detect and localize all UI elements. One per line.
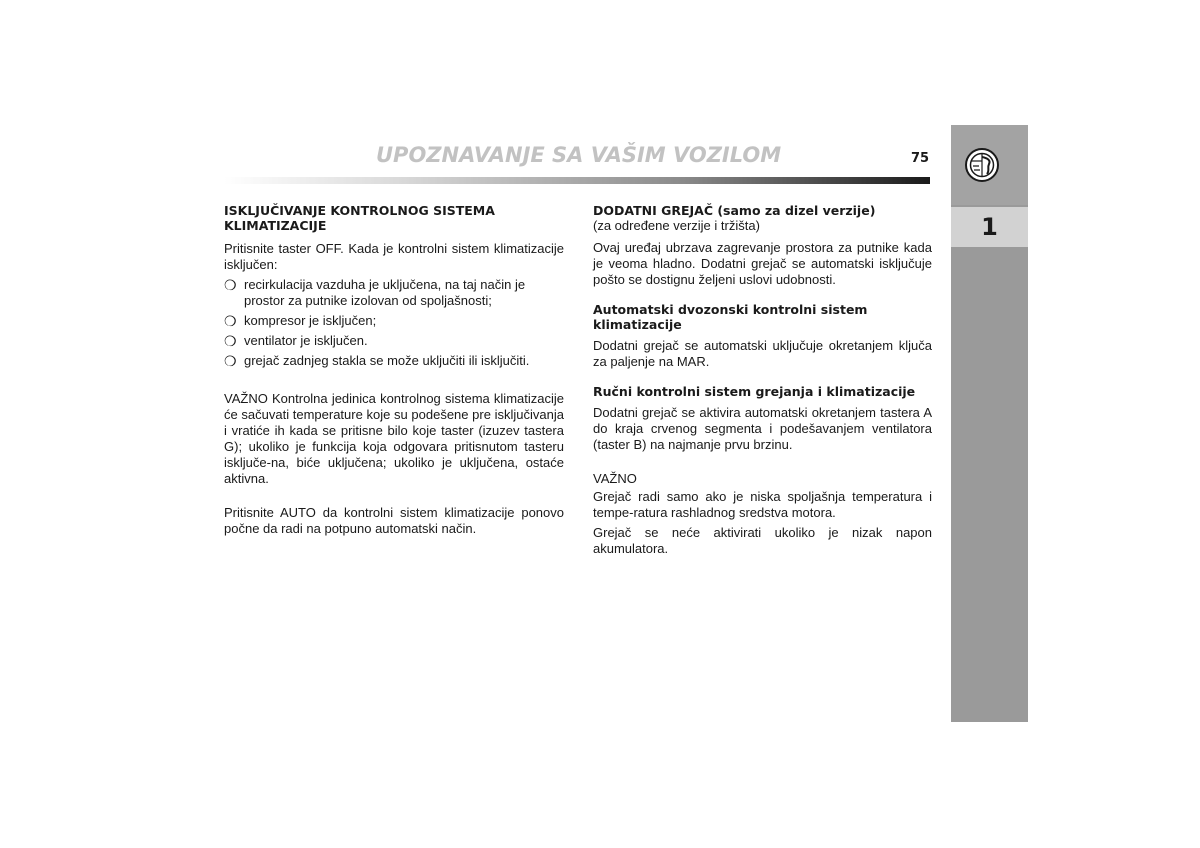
section1-text: Dodatni grejač se automatski uključuje okretanjem ključa za paljenje na MAR. (593, 338, 932, 369)
left-bullet-list (224, 277, 564, 369)
right-heading: DODATNI GREJAČ (samo za dizel verzije) (593, 203, 876, 218)
bullet-circle-icon: ❍ (224, 313, 237, 329)
right-intro: Ovaj uređaj ubrzava zagrevanje prostora za putnike kada je veoma hladno. Dodatni grejač se automatski isključuje pošto se dostignu željeni uslovi udobnosti. (593, 240, 932, 287)
bullet-circle-icon: ❍ (224, 353, 237, 369)
section2-text: Dodatni grejač se aktivira automatski okretanjem tastera A do kraja crvenog segmenta i podešavanjem ventilatora (taster B) na najmanje prvu brzinu. (593, 405, 932, 452)
note-label: VAŽNO (593, 471, 637, 486)
bullet-circle-icon: ❍ (224, 277, 237, 293)
list-item: ❍ grejač zadnjeg stakla se može uključiti ili isključiti. (224, 353, 530, 369)
list-item: ❍ kompresor je isključen; (224, 313, 377, 329)
logo-box (951, 125, 1028, 205)
left-column (224, 203, 564, 537)
alfa-romeo-logo-icon (965, 148, 999, 182)
left-heading: ISKLJUČIVANJE KONTROLNOG SISTEMA KLIMATIZACIJE (224, 203, 495, 233)
page-number: 75 (911, 151, 930, 166)
section-tab-label: 1 (981, 213, 998, 241)
right-subheading: (za određene verzije i tržišta) (593, 218, 760, 233)
list-item: ❍ recirkulacija vazduha je uključena, na taj način je prostor za putnike izolovan od spoljašnosti; (224, 277, 526, 308)
section1-heading: Automatski dvozonski kontrolni sistem klimatizacije (593, 302, 868, 332)
right-column (593, 203, 932, 557)
section-tab[interactable] (951, 207, 1028, 247)
bullet-circle-icon: ❍ (224, 333, 237, 349)
section2-heading: Ručni kontrolni sistem grejanja i klimatizacije (593, 384, 916, 399)
note-text-1: Grejač radi samo ako je niska spoljašnja temperatura i tempe-ratura rashladnog sredstva motora. (593, 489, 932, 520)
left-note: VAŽNO Kontrolna jedinica kontrolnog sistema klimatizacije će sačuvati temperature koje su podešene pre isključivanja i vratiće ih kada se pritisne bilo koje taster (izuzev tastera G); ukoliko je funkcija koja odgovara pritisnutom tasteru isključe-na, biće uključena; ukoliko je uključena, ostaće aktivna. (224, 391, 564, 486)
note-text-2: Grejač se neće aktivirati ukoliko je nizak napon akumulatora. (593, 525, 932, 556)
list-item: ❍ ventilator je isključen. (224, 333, 368, 349)
header-divider (224, 177, 930, 184)
page-header-title: UPOZNAVANJE SA VAŠIM VOZILOM (376, 143, 782, 167)
left-auto-text: Pritisnite AUTO da kontrolni sistem klimatizacije ponovo počne da radi na potpuno automatski način. (224, 505, 564, 536)
left-intro: Pritisnite taster OFF. Kada je kontrolni sistem klimatizacije isključen: (224, 241, 564, 272)
